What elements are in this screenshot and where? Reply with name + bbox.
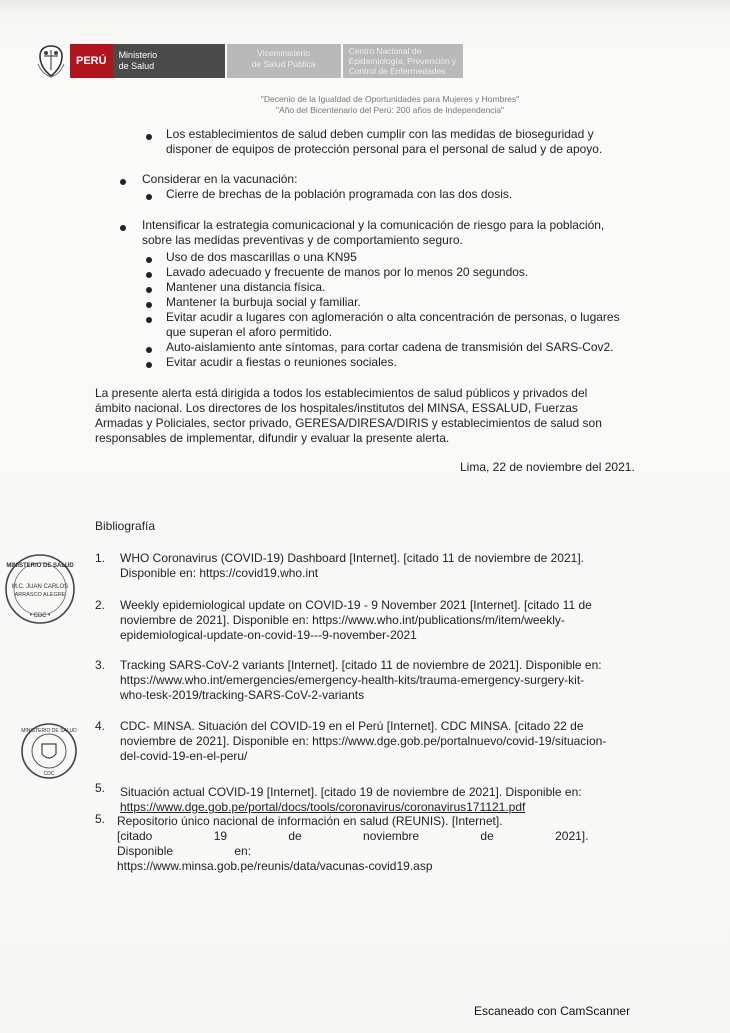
bullet-dot xyxy=(146,347,152,353)
ref-line: Situación actual COVID-19 [Internet]. [citado 19 de noviembre de 2021]. Disponible en: xyxy=(120,785,582,799)
ref-number: 5. xyxy=(95,812,106,826)
vacunacion-title: Considerar en la vacunación: xyxy=(142,172,298,186)
ref-number: 3. xyxy=(95,658,106,672)
alerta-line: ámbito nacional. Los directores de los hospitales/institutos del MINSA, ESSALUD, Fuerzas xyxy=(95,401,578,415)
institutional-header xyxy=(36,38,463,84)
ref-line: https://www.minsa.gob.pe/reunis/data/vacunas-covid19.asp xyxy=(117,859,433,873)
decenio-line1: "Decenio de la Igualdad de Oportunidades para Mujeres y Hombres" xyxy=(260,94,520,104)
ref-line: Tracking SARS-CoV-2 variants [Internet]. [citado 11 de noviembre de 2021]. Disponible en: xyxy=(120,658,602,672)
viceministerio-line1: Viceministerio xyxy=(257,48,310,58)
reference-item xyxy=(120,719,665,764)
peru-label: PERÚ xyxy=(70,44,113,78)
bullet-dot xyxy=(146,362,152,368)
vacunacion-item: Cierre de brechas de la población programada con las dos dosis. xyxy=(166,187,513,201)
medida-item: Evitar acudir a fiestas o reuniones sociales. xyxy=(166,355,397,369)
peru-coat-of-arms-icon xyxy=(36,44,66,78)
bullet-dot xyxy=(146,257,152,263)
stamp1-name-line1: M.C. JUAN CARLOS xyxy=(11,584,69,590)
cdc-line1: Centro Nacional de xyxy=(348,46,422,56)
bullet-dot xyxy=(146,272,152,278)
fecha: Lima, 22 de noviembre del 2021. xyxy=(460,460,635,474)
alerta-line: La presente alerta está dirigida a todos los establecimientos de salud públicos y privados del xyxy=(95,386,588,400)
bullet-dot xyxy=(146,302,152,308)
official-stamp-2 xyxy=(20,722,78,780)
bullet-dot xyxy=(146,194,152,200)
ministerio-line1: Ministerio xyxy=(118,50,158,60)
ref-number: 1. xyxy=(95,551,106,565)
medida-item: Mantener la burbuja social y familiar. xyxy=(166,295,361,309)
cdc-line3: Control de Enfermedades xyxy=(348,66,446,76)
cdc-line2: Epidemiología, Prevención y xyxy=(348,56,457,66)
ref-number: 4. xyxy=(95,719,106,733)
alerta-line: Armadas y Policiales, sector privado, GERESA/DIRESA/DIRIS y establecimientos de salud son xyxy=(95,416,602,430)
bullet-dot xyxy=(120,179,126,185)
reference-item xyxy=(120,551,665,581)
ref-line: who-tesk-2019/tracking-SARS-CoV-2-variants xyxy=(120,688,365,702)
ref-line: epidemiological-update-on-covid-19---9-november-2021 xyxy=(120,628,417,642)
stamp1-bottom-text: • CDC • xyxy=(29,613,51,619)
reference-item xyxy=(120,598,665,643)
alerta-line: responsables de implementar, difundir y evaluar la presente alerta. xyxy=(95,431,450,445)
stamp1-name-line2: ARRASCO ALEGRE xyxy=(14,592,66,598)
ref-line: CDC- MINSA. Situación del COVID-19 en el Perú [Internet]. CDC MINSA. [citado 22 de xyxy=(120,719,584,733)
reference-item xyxy=(120,785,665,815)
ref-number: 2. xyxy=(95,598,106,612)
reference-item xyxy=(117,814,665,874)
medida-item: Mantener una distancia física. xyxy=(166,280,326,294)
official-stamp-1 xyxy=(4,553,76,625)
bioseguridad-line1: Los establecimientos de salud deben cumplir con las medidas de bioseguridad y xyxy=(166,127,594,141)
estrategia-item xyxy=(142,218,662,248)
bullet-dot xyxy=(146,317,152,323)
medida-item: Uso de dos mascarillas o una KN95 xyxy=(166,250,357,264)
ref-line: WHO Coronavirus (COVID-19) Dashboard [Internet]. [citado 11 de noviembre de 2021]. xyxy=(120,551,584,565)
bioseguridad-item xyxy=(166,127,656,157)
bibliografia-title: Bibliografía xyxy=(95,519,156,533)
medida-item: Evitar acudir a lugares con aglomeración o alta concentración de personas, o lugares xyxy=(166,310,620,324)
ref-line: https://www.who.int/emergencies/emergency-health-kits/trauma-emergency-surgery-kit- xyxy=(120,673,585,687)
ref-number: 5. xyxy=(95,781,106,795)
ministerio-line2: de Salud xyxy=(118,61,155,71)
decenio-banner xyxy=(180,94,600,116)
decenio-line2: "Año del Bicentenario del Perú: 200 años de Independencia" xyxy=(275,105,505,115)
estrategia-line1: Intensificar la estrategia comunicacional y la comunicación de riesgo para la población, xyxy=(142,218,605,232)
ref-line: Weekly epidemiological update on COVID-19 - 9 November 2021 [Internet]. [citado 11 de xyxy=(120,598,592,612)
ref-line: del-covid-19-en-el-peru/ xyxy=(120,749,248,763)
viceministerio-label xyxy=(227,44,341,78)
ref-line: noviembre de 2021]. Disponible en: https://www.who.int/publications/m/item/weekly- xyxy=(120,613,565,627)
ref-line: noviembre de 2021]. Disponible en: https://www.dge.gob.pe/portalnuevo/covid-19/situacion- xyxy=(120,734,607,748)
ref-line: Disponible en: https://covid19.who.int xyxy=(120,566,319,580)
medida-item: Lavado adecuado y frecuente de manos por lo menos 20 segundos. xyxy=(166,265,529,279)
reference-item xyxy=(120,658,665,703)
medida-item: Auto-aislamiento ante síntomas, para cortar cadena de transmisión del SARS-Cov2. xyxy=(166,340,614,354)
camscanner-watermark: Escaneado con CamScanner xyxy=(474,1004,631,1018)
bullet-dot xyxy=(146,287,152,293)
ref-line: Repositorio único nacional de información en salud (REUNIS). [Internet]. xyxy=(117,814,503,828)
ref-link[interactable]: https://www.dge.gob.pe/portal/docs/tools/coronavirus/coronavirus171121.pdf xyxy=(120,800,526,814)
stamp2-bottom-text: CDC xyxy=(43,771,55,777)
ref-line: [citado 19 de noviembre de 2021]. Disponible en: xyxy=(117,829,589,858)
alerta-paragraph xyxy=(95,386,660,446)
ministerio-label xyxy=(113,44,225,78)
bullet-dot xyxy=(146,134,152,140)
bioseguridad-line2: disponer de equipos de protección personal para el personal de salud y de apoyo. xyxy=(166,142,603,156)
bullet-dot xyxy=(120,225,126,231)
cdc-label xyxy=(343,44,463,78)
estrategia-line2: sobre las medidas preventivas y de comportamiento seguro. xyxy=(142,233,463,247)
stamp1-top-text: MINISTERIO DE SALUD xyxy=(6,563,74,569)
viceministerio-line2: de Salud Pública xyxy=(251,59,316,69)
medida-item-continuation: que superan el aforo permitido. xyxy=(166,325,333,339)
stamp2-top-text: MINISTERIO DE SALUD xyxy=(21,728,77,734)
